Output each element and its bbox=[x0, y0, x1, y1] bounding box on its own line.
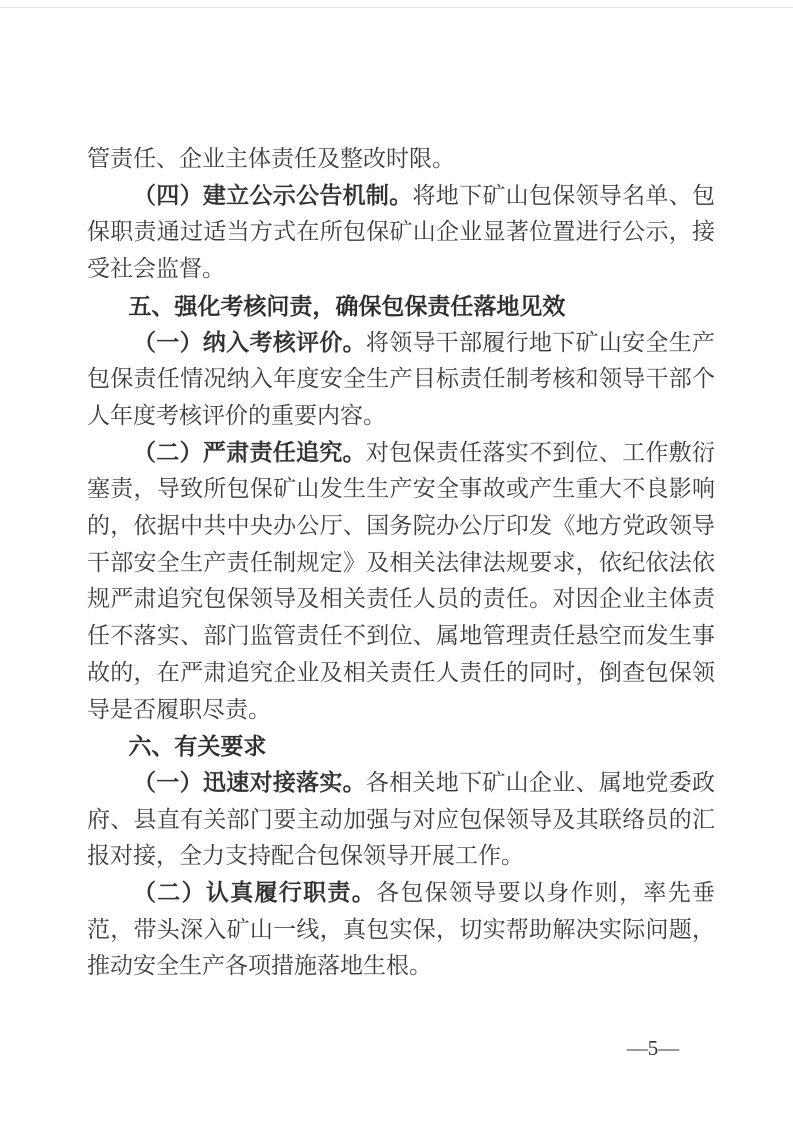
heading-text: 五、强化考核问责，确保包保责任落地见效 bbox=[128, 292, 566, 319]
paragraph-lead: （二）严肃责任追究。 bbox=[133, 439, 366, 465]
paragraph-lead: （一）迅速对接落实。 bbox=[133, 769, 366, 795]
document-body bbox=[87, 141, 715, 985]
body-paragraph bbox=[87, 141, 715, 178]
paragraph-lead: （二）认真履行职责。 bbox=[133, 880, 377, 906]
paragraph-lead: （一）纳入考核评价。 bbox=[133, 329, 366, 355]
body-paragraph bbox=[87, 178, 715, 288]
section-heading bbox=[87, 288, 715, 325]
body-paragraph bbox=[87, 435, 715, 729]
page-number: —5— bbox=[626, 1036, 680, 1060]
paragraph-text: 将领导干部履行地下矿山安全生产包保责任情况纳入年度安全生产目标责任制考核和领导干部个人年度考核评价的重要内容。 bbox=[87, 329, 716, 428]
paragraph-text: 各相关地下矿山企业、属地党委政府、县直有关部门要主动加强与对应包保领导及其联络员的汇报对接，全力支持配合包保领导开展工作。 bbox=[87, 769, 716, 869]
section-heading bbox=[87, 728, 715, 765]
scan-artifact-line bbox=[0, 7, 793, 8]
paragraph-text: 将地下矿山包保领导名单、包保职责通过适当方式在所包保矿山企业显著位置进行公示，接受社会监督。 bbox=[87, 182, 716, 282]
paragraph-lead: （四）建立公示公告机制。 bbox=[133, 182, 413, 208]
paragraph-text: 对包保责任落实不到位、工作敷衍塞责，导致所包保矿山发生生产安全事故或产生重大不良影响的，依据中共中央办公厅、国务院办公厅印发《地方党政领导干部安全生产责任制规定》及相关法律法规要求，依纪依法依规严肃追究包保领导及相关责任人员的责任。对因企业主体责任不落实、部门监管责任不到位、属地管理责任悬空而发生事故的，在严肃追究企业及相关责任人责任的同时，倒查包保领导是否履职尽责。 bbox=[87, 439, 716, 722]
paragraph-text: 各包保领导要以身作则，率先垂范，带头深入矿山一线，真包实保，切实帮助解决实际问题，推动安全生产各项措施落地生根。 bbox=[87, 880, 716, 979]
body-paragraph bbox=[87, 875, 715, 985]
body-paragraph bbox=[87, 325, 715, 435]
heading-text: 六、有关要求 bbox=[128, 733, 267, 760]
paragraph-text: 管责任、企业主体责任及整改时限。 bbox=[87, 146, 455, 171]
body-paragraph bbox=[87, 765, 715, 875]
